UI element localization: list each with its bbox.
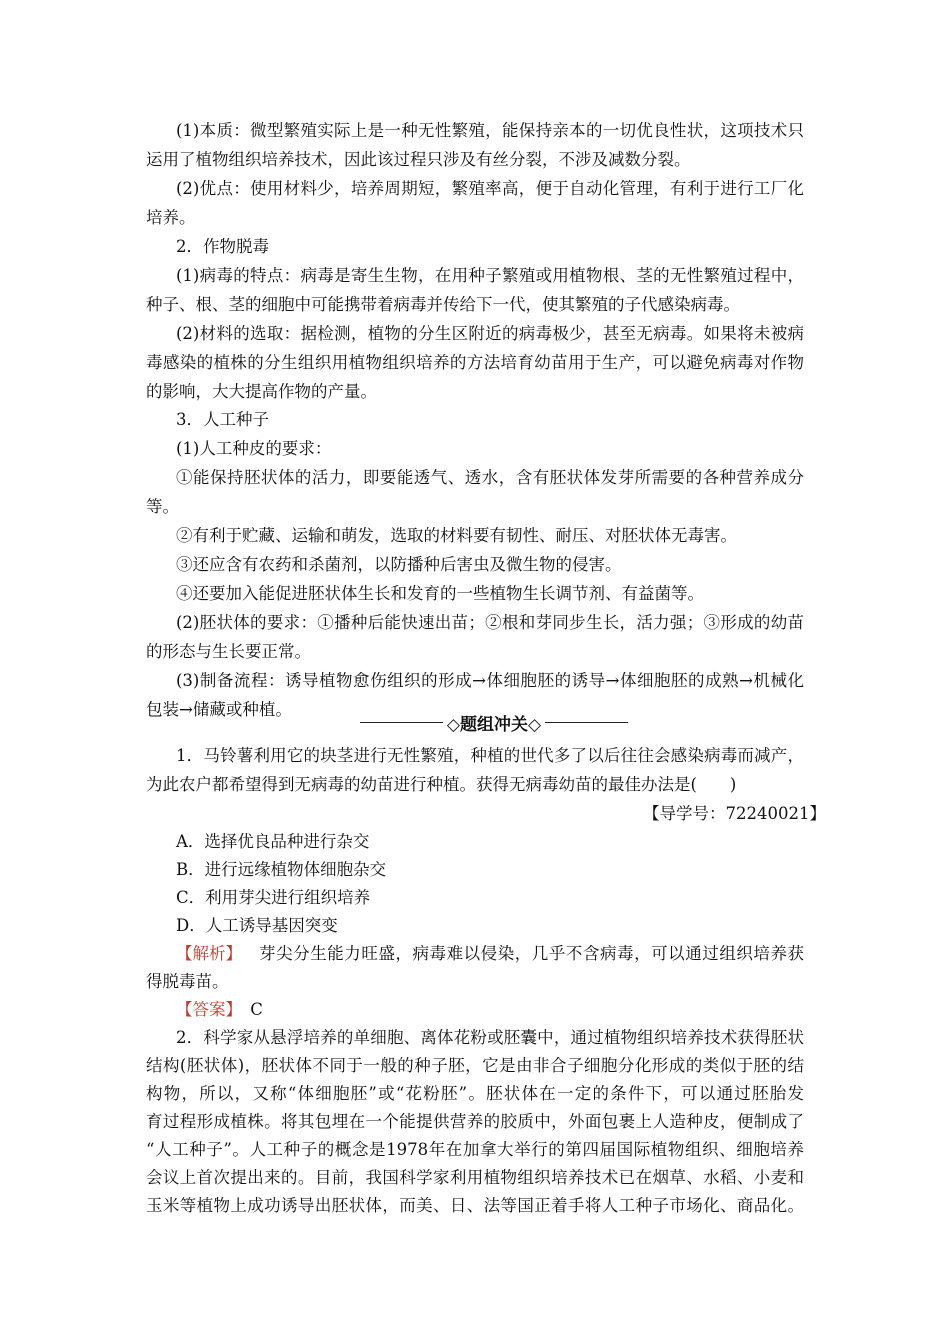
analysis-text: 芽尖分生能力旺盛，病毒难以侵染，几乎不含病毒，可以通过组织培养获 (242, 944, 804, 963)
analysis-label: 【解析】 (176, 944, 242, 963)
question-2-line: 育过程形成植株。将其包埋在一个能提供营养的胶质中，外面包裹上人造种皮，便制成了 (146, 1112, 804, 1131)
text-line: 的影响，大大提高作物的产量。 (146, 382, 377, 401)
option-c: C．利用芽尖进行组织培养 (176, 888, 371, 907)
text-line: 等。 (146, 497, 179, 516)
text-line: 毒感染的植株的分生组织用植物组织培养的方法培育幼苗用于生产，可以避免病毒对作物 (146, 353, 804, 372)
text-line: (2)胚状体的要求：①播种后能快速出苗；②根和芽同步生长，活力强；③形成的幼苗 (176, 613, 804, 632)
text-line: ④还要加入能促进胚状体生长和发育的一些植物生长调节剂、有益菌等。 (176, 584, 704, 603)
option-a: A．选择优良品种进行杂交 (176, 832, 370, 851)
text-line: (2)优点：使用材料少，培养周期短，繁殖率高，便于自动化管理，有利于进行工厂化 (176, 179, 804, 198)
question-1-line: 1．马铃薯利用它的块茎进行无性繁殖，种植的世代多了以后往往会感染病毒而减产， (176, 746, 804, 765)
text-line: (1)本质：微型繁殖实际上是一种无性繁殖，能保持亲本的一切优良性状，这项技术只 (176, 121, 804, 140)
text-line: 的形态与生长要正常。 (146, 642, 311, 661)
heading-artificial-seed: 3．人工种子 (176, 410, 269, 429)
question-2-line: 玉米等植物上成功诱导出胚状体，而美、日、法等国正着手将人工种子市场化、商品化。 (146, 1196, 804, 1215)
text-line: 培养。 (146, 208, 196, 227)
text-line: (1)人工种皮的要求： (176, 439, 332, 458)
answer-value: C (233, 1000, 263, 1019)
option-d: D．人工诱导基因突变 (176, 916, 338, 935)
analysis-line-2: 得脱毒苗。 (146, 972, 229, 991)
question-2-line: 结构(胚状体)，胚状体不同于一般的种子胚，它是由非合子细胞分化形成的类似于胚的结 (146, 1056, 804, 1075)
section-title: ◇题组冲关◇ (446, 714, 542, 735)
answer-line (176, 999, 263, 1021)
question-1-ref: 【导学号：72240021】 (643, 804, 826, 823)
question-2-line: 构物，所以，又称“体细胞胚”或“花粉胚”。胚状体在一定的条件下，可以通过胚胎发 (146, 1084, 804, 1103)
text-line: 包装→储藏或种植。 (146, 700, 292, 719)
answer-label: 【答案】 (176, 1000, 234, 1019)
banner-rule-right (545, 722, 628, 723)
text-line: ③还应含有农药和杀菌剂，以防播种后害虫及微生物的侵害。 (176, 555, 622, 574)
question-1-line: 为此农户都希望得到无病毒的幼苗进行种植。获得无病毒幼苗的最佳办法是( ) (146, 775, 737, 794)
text-line: (3)制备流程：诱导植物愈伤组织的形成→体细胞胚的诱导→体细胞胚的成熟→机械化 (176, 671, 804, 690)
question-2-line: 会议上首次提出来的。目前，我国科学家利用植物组织培养技术已在烟草、水稻、小麦和 (146, 1168, 804, 1187)
text-line: (2)材料的选取：据检测，植物的分生区附近的病毒极少，甚至无病毒。如果将未被病 (176, 324, 804, 343)
banner-rule-left (360, 722, 443, 723)
heading-crop-detox: 2．作物脱毒 (176, 237, 269, 256)
option-b: B．进行远缘植物体细胞杂交 (176, 860, 387, 879)
question-2-line: “人工种子”。人工种子的概念是1978年在加拿大举行的第四届国际植物组织、细胞培养 (146, 1140, 804, 1159)
question-2-line: 2．科学家从悬浮培养的单细胞、离体花粉或胚囊中，通过植物组织培养技术获得胚状 (176, 1028, 804, 1047)
section-banner (360, 711, 628, 733)
text-line: (1)病毒的特点：病毒是寄生生物，在用种子繁殖或用植物根、茎的无性繁殖过程中， (176, 266, 804, 285)
text-line: ②有利于贮藏、运输和萌发，选取的材料要有韧性、耐压、对胚状体无毒害。 (176, 526, 737, 545)
text-line: ①能保持胚状体的活力，即要能透气、透水，含有胚状体发芽所需要的各种营养成分 (176, 468, 804, 487)
text-line: 运用了植物组织培养技术，因此该过程只涉及有丝分裂，不涉及减数分裂。 (146, 150, 691, 169)
text-line: 种子、根、茎的细胞中可能携带着病毒并传给下一代，使其繁殖的子代感染病毒。 (146, 295, 740, 314)
analysis-line (176, 943, 804, 965)
